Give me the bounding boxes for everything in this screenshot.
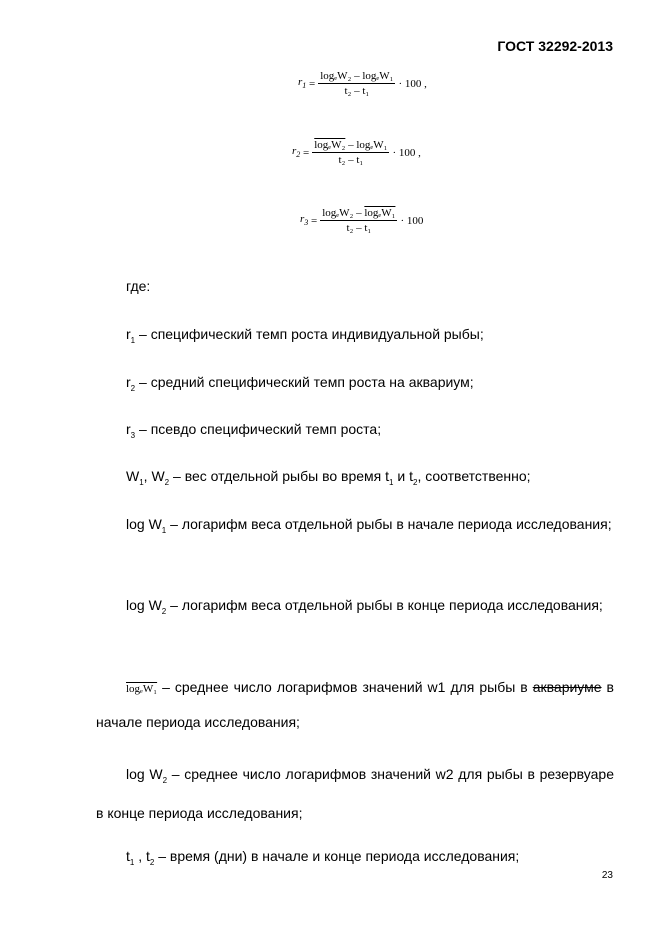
document-header: ГОСТ 32292-2013 bbox=[497, 38, 613, 54]
where-label: где: bbox=[126, 278, 151, 294]
page-number: 23 bbox=[601, 870, 613, 881]
definition-log-w1: $\log W_1$ – логарифм веса отдельной рыбы в начале периода исследования; bbox=[126, 516, 612, 535]
formula-r1: $r_1$ = $\frac{\text{logₑW₂ – logₑW₁}}{\text{t₂ – t₁}}$ · 100 , bbox=[298, 70, 427, 97]
definition-r1: $r_1$ – специфический темп роста индивидуальной рыбы; bbox=[126, 326, 484, 345]
definition-r2: $r_2$ – средний специфический темп роста на аквариум; bbox=[126, 374, 474, 393]
definition-log-w2: $\log W_2$ – логарифм веса отдельной рыбы в конце периода исследования; bbox=[126, 597, 603, 616]
formula-r2: $r_2$ = $\frac{\text{logₑW₂ – logₑW₁}}{\text{t₂ – t₁}}$ · 100 , bbox=[292, 139, 421, 166]
definition-avg-log-w1: logₑW₁ – среднее число логарифмов значений w1 для рыбы в аквариуме в начале периода исследования; bbox=[96, 679, 614, 730]
formula-r3: $r_3$ = $\frac{\text{logₑW₂ – logₑW₁}}{\text{t₂ – t₁}}$ · 100 bbox=[300, 207, 424, 234]
definition-r3: $r_3$ – псевдо специфический темп роста; bbox=[126, 421, 382, 440]
definition-time: $t_1$ , $t_2$ – время (дни) в начале и конце периода исследования; bbox=[126, 848, 520, 867]
definition-weights: $W_1$, $W_2$ – вес отдельной рыбы во время $t_1$ и $t_2$, соответственно; bbox=[126, 468, 531, 487]
definition-avg-log-w2: $\log W_2$ – среднее число логарифмов значений w2 для рыбы в резервуаре в конце периода исследования; bbox=[96, 766, 614, 821]
